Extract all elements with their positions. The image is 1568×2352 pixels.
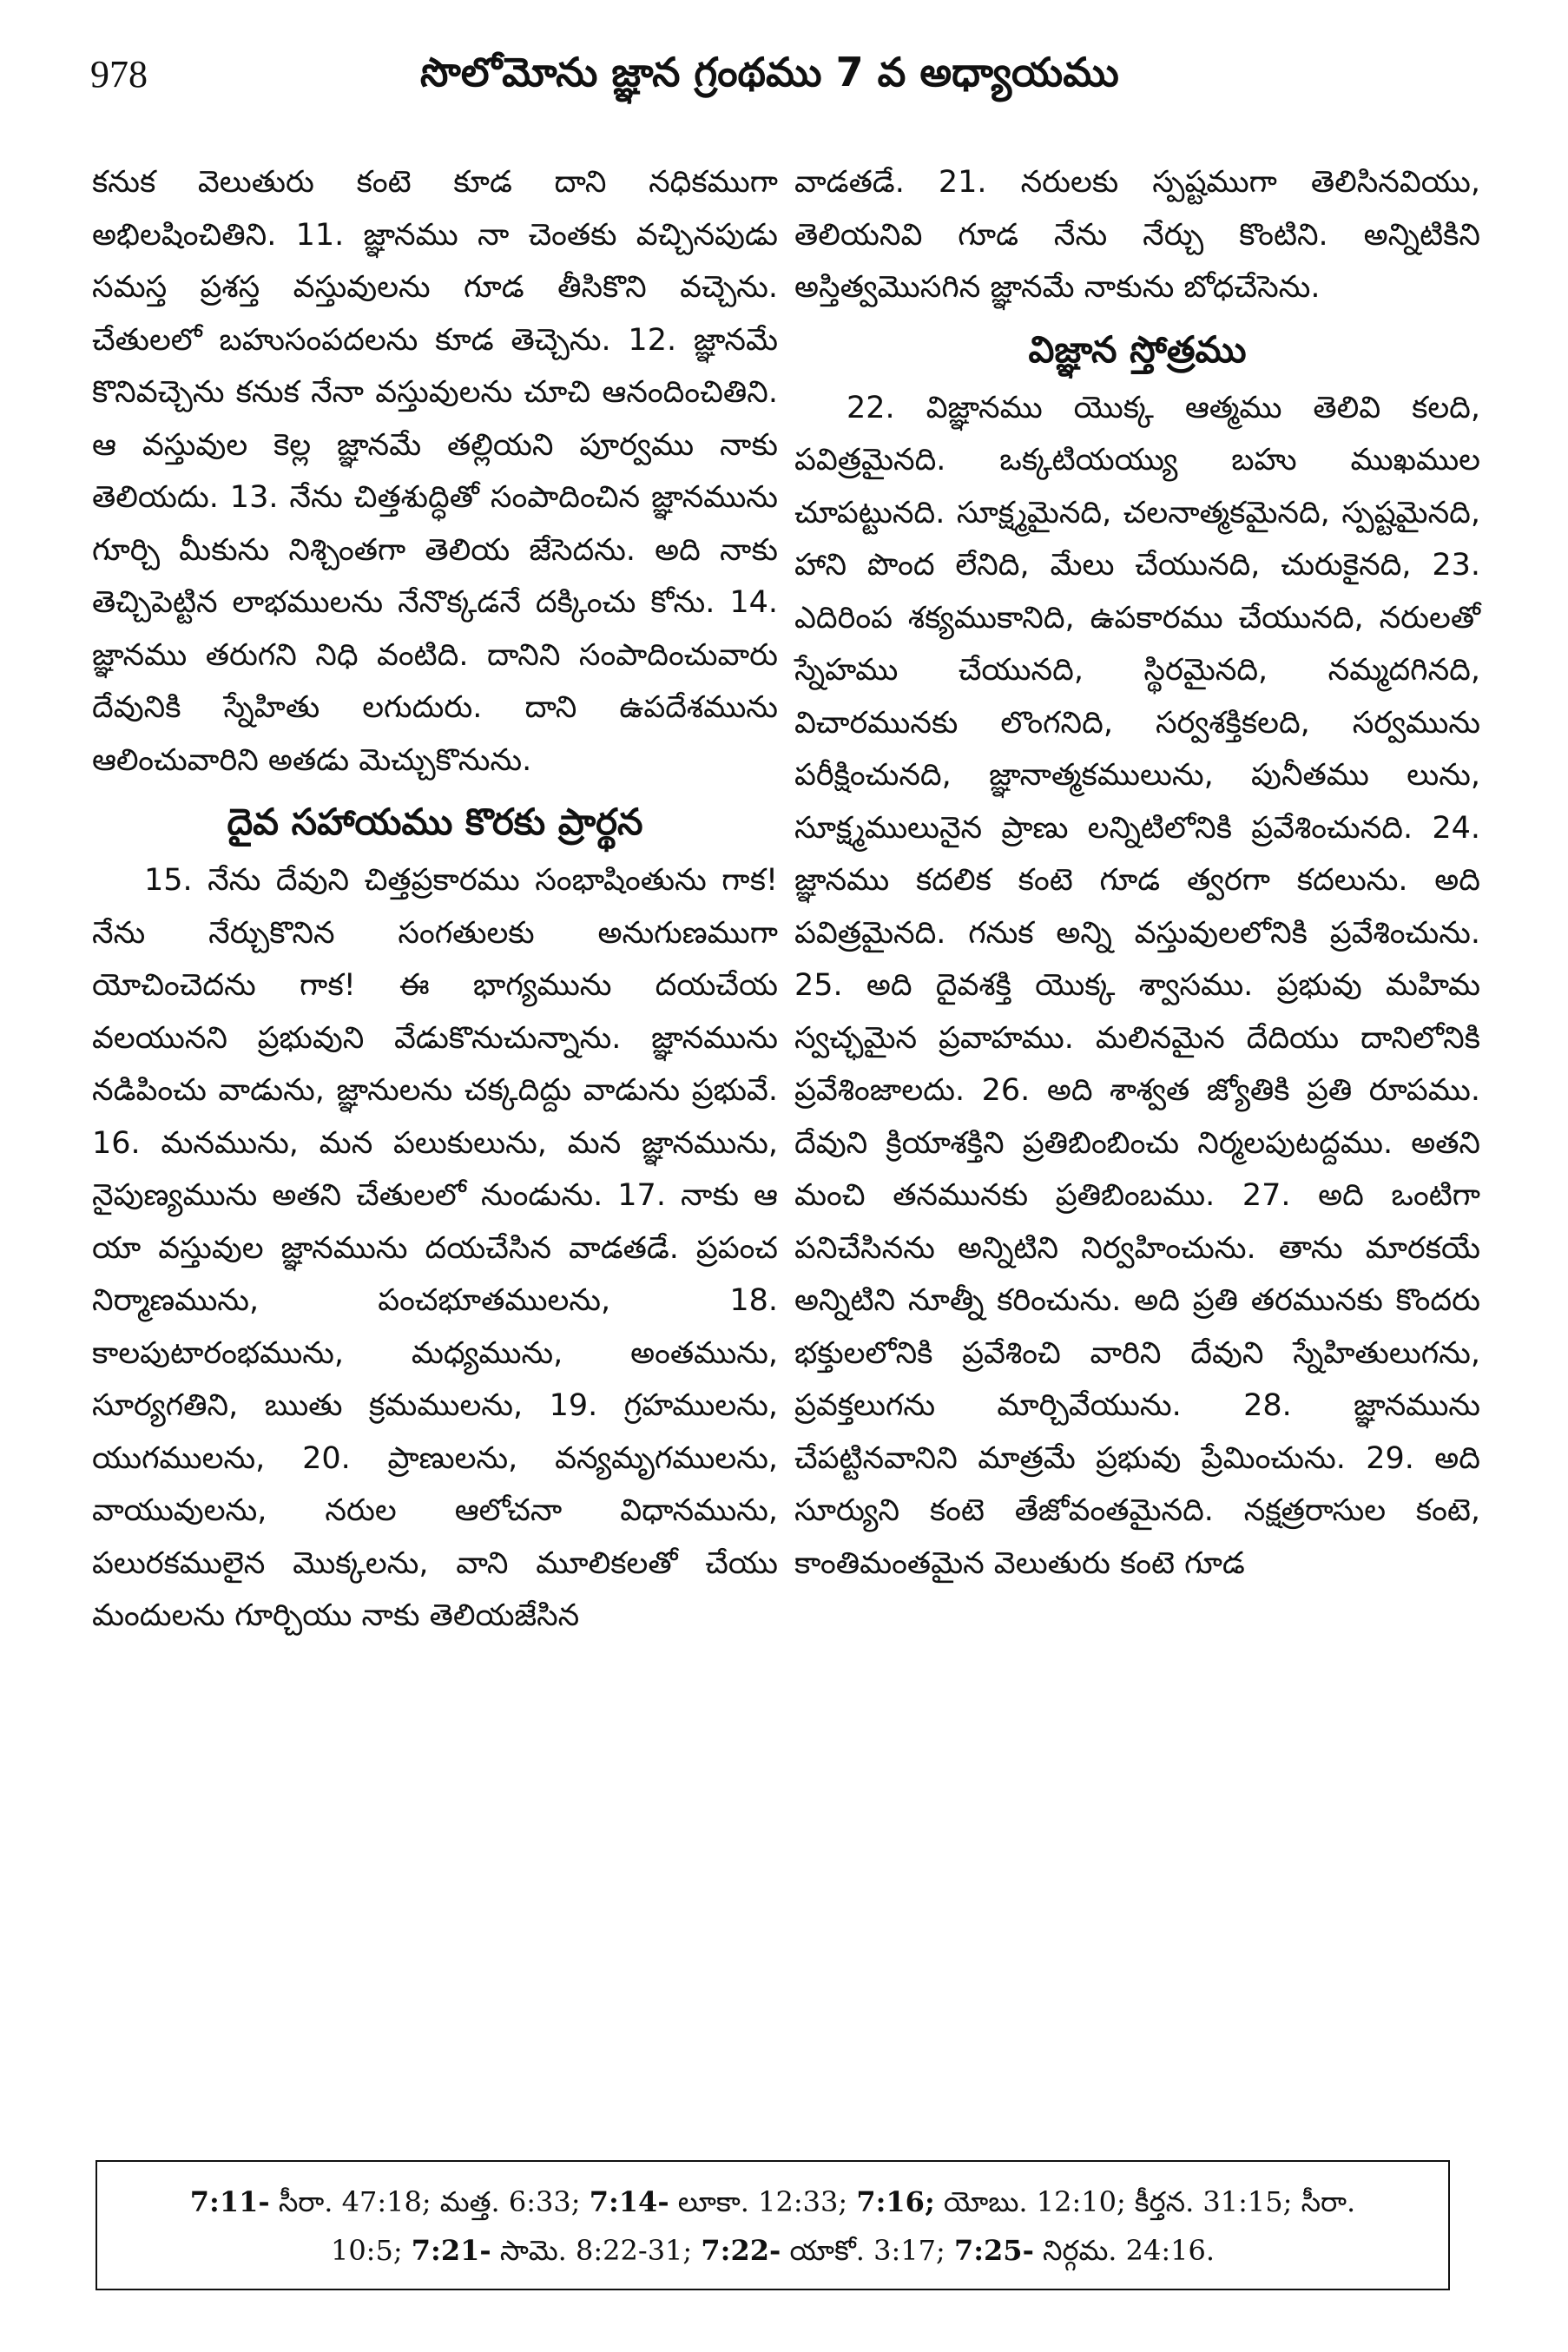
footnote-text: సీరా. 47:18; మత్త. 6:33;: [269, 2185, 590, 2218]
footnote-box: [96, 2160, 1450, 2290]
footnote-ref: 7:21-: [411, 2234, 491, 2267]
footnote-ref: 7:14-: [589, 2185, 669, 2218]
footnote-line-2: [123, 2226, 1422, 2275]
section-heading-wisdom-praise: విజ్ఞాన స్తోత్రము: [1028, 327, 1247, 371]
footnote-ref: 7:22-: [701, 2234, 781, 2267]
footnote-ref: 7:25-: [953, 2234, 1034, 2267]
running-title: సొలోమోను జ్ఞాన గ్రంథము 7 వ అధ్యాయము: [420, 49, 1119, 96]
footnote-text: లూకా. 12:33;: [669, 2185, 857, 2218]
page-header: [90, 45, 1479, 115]
page-number: 978: [90, 53, 148, 96]
left-paragraph-2: 15. నేను దేవుని చిత్తప్రకారము సంభాషింతును గాక! నేను నేర్చుకొనిన సంగతులకు అనుగుణముగా యోచించెదను గాక! ఈ భాగ్యమును దయచేయ వలయునని ప్రభువుని వేడుకొనుచున్నాను. జ్ఞానమును నడిపించు వాడును, జ్ఞానులను చక్కదిద్దు వాడును ప్రభువే. 16. మనమును, మన పలుకులును, మన జ్ఞానమును, నైపుణ్యమును అతని చేతులలో నుండును. 17. నాకు ఆ యా వస్తువుల జ్ఞానమును దయచేసిన వాడతడే. ప్రపంచ నిర్మాణమును, పంచభూతములను, 18. కాలపుటారంభమును, మధ్యమును, అంతమును, సూర్యగతిని, ఋతు క్రమములను, 19. గ్రహములను, యుగములను, 20. ప్రాణులను, వన్యమృగములను, వాయువులను, నరుల ఆలోచనా విధానమును, పలురకములైన మొక్కలను, వాని మూలికలతో చేయు మందులను గూర్చియు నాకు తెలియజేసిన: [92, 863, 778, 1633]
footnote-ref: 7:11-: [189, 2185, 270, 2218]
footnote-ref: 7:16;: [856, 2185, 935, 2218]
footnote-text: సామె. 8:22-31;: [491, 2234, 702, 2267]
right-paragraph-1: వాడతడే. 21. నరులకు స్పష్టముగా తెలిసినవియు, తెలియనివి గూడ నేను నేర్చు కొంటిని. అన్నిటికిని అస్తిత్వమొసగిన జ్ఞానమే నాకును బోధచేసెను.: [794, 165, 1480, 305]
footnote-text: 10:5;: [330, 2234, 412, 2267]
right-column: [794, 156, 1480, 1590]
right-paragraph-2: 22. విజ్ఞానము యొక్క ఆత్మము తెలివి కలది, పవిత్రమైనది. ఒక్కటియయ్యు బహు ముఖముల చూపట్టునది. సూక్ష్మమైనది, చలనాత్మకమైనది, స్పష్టమైనది, హాని పొంద లేనిది, మేలు చేయునది, చురుకైనది, 23. ఎదిరింప శక్యముకానిది, ఉపకారము చేయునది, నరులతో స్నేహము చేయునది, స్థిరమైనది, నమ్మదగినది, విచారమునకు లొంగనిది, సర్వశక్తికలది, సర్వమును పరీక్షించునది, జ్ఞానాత్మకములును, పునీతము లును, సూక్ష్మములునైన ప్రాణు లన్నిటిలోనికి ప్రవేశించునది. 24. జ్ఞానము కదలిక కంటె గూడ త్వరగా కదలును. అది పవిత్రమైనది. గనుక అన్ని వస్తువులలోనికి ప్రవేశించును. 25. అది దైవశక్తి యొక్క శ్వాసము. ప్రభువు మహిమ స్వచ్ఛమైన ప్రవాహము. మలినమైన దేదియు దానిలోనికి ప్రవేశింజాలదు. 26. అది శాశ్వత జ్యోతికి ప్రతి రూపము. దేవుని క్రియాశక్తిని ప్రతిబింబించు నిర్మలపుటద్దము. అతని మంచి తనమునకు ప్రతిబింబము. 27. అది ఒంటిగా పనిచేసినను అన్నిటిని నిర్వహించును. తాను మారకయే అన్నిటిని నూత్నీ కరించును. అది ప్రతి తరమునకు కొందరు భక్తులలోనికి ప్రవేశించి వారిని దేవుని స్నేహితులుగను, ప్రవక్తలుగను మార్చివేయును. 28. జ్ఞానమును చేపట్టినవానిని మాత్రమే ప్రభువు ప్రేమించును. 29. అది సూర్యుని కంటె తేజోవంతమైనది. నక్షత్రరాసుల కంటె, కాంతిమంతమైన వెలుతురు కంటె గూడ: [794, 390, 1480, 1581]
left-paragraph-1: కనుక వెలుతురు కంటె కూడ దాని నధికముగా అభిలషించితిని. 11. జ్ఞానము నా చెంతకు వచ్చినపుడు సమస్త ప్రశస్త వస్తువులను గూడ తీసికొని వచ్చెను. చేతులలో బహుసంపదలను కూడ తెచ్చెను. 12. జ్ఞానమే కొనివచ్చెను కనుక నేనా వస్తువులను చూచి ఆనందించితిని. ఆ వస్తువుల కెల్ల జ్ఞానమే తల్లియని పూర్వము నాకు తెలియదు. 13. నేను చిత్తశుద్ధితో సంపాదించిన జ్ఞానమును గూర్చి మీకును నిశ్చింతగా తెలియ జేసెదను. అది నాకు తెచ్చిపెట్టిన లాభములను నేనొక్కడనే దక్కించు కోను. 14. జ్ఞానము తరుగని నిధి వంటిది. దానిని సంపాదించువారు దేవునికి స్నేహితు లగుదురు. దాని ఉపదేశమును ఆలించువారిని అతడు మెచ్చుకొనును.: [92, 165, 778, 778]
section-heading-prayer: దైవ సహాయము కొరకు ప్రార్థన: [227, 800, 643, 843]
footnote-text: యాకో. 3:17;: [781, 2234, 954, 2267]
footnote-text: నిర్గమ. 24:16.: [1033, 2234, 1216, 2267]
footnote-line-1: [123, 2177, 1422, 2226]
footnote-text: యోబు. 12:10; కీర్తన. 31:15; సీరా.: [934, 2185, 1356, 2218]
left-column: [92, 156, 778, 1643]
